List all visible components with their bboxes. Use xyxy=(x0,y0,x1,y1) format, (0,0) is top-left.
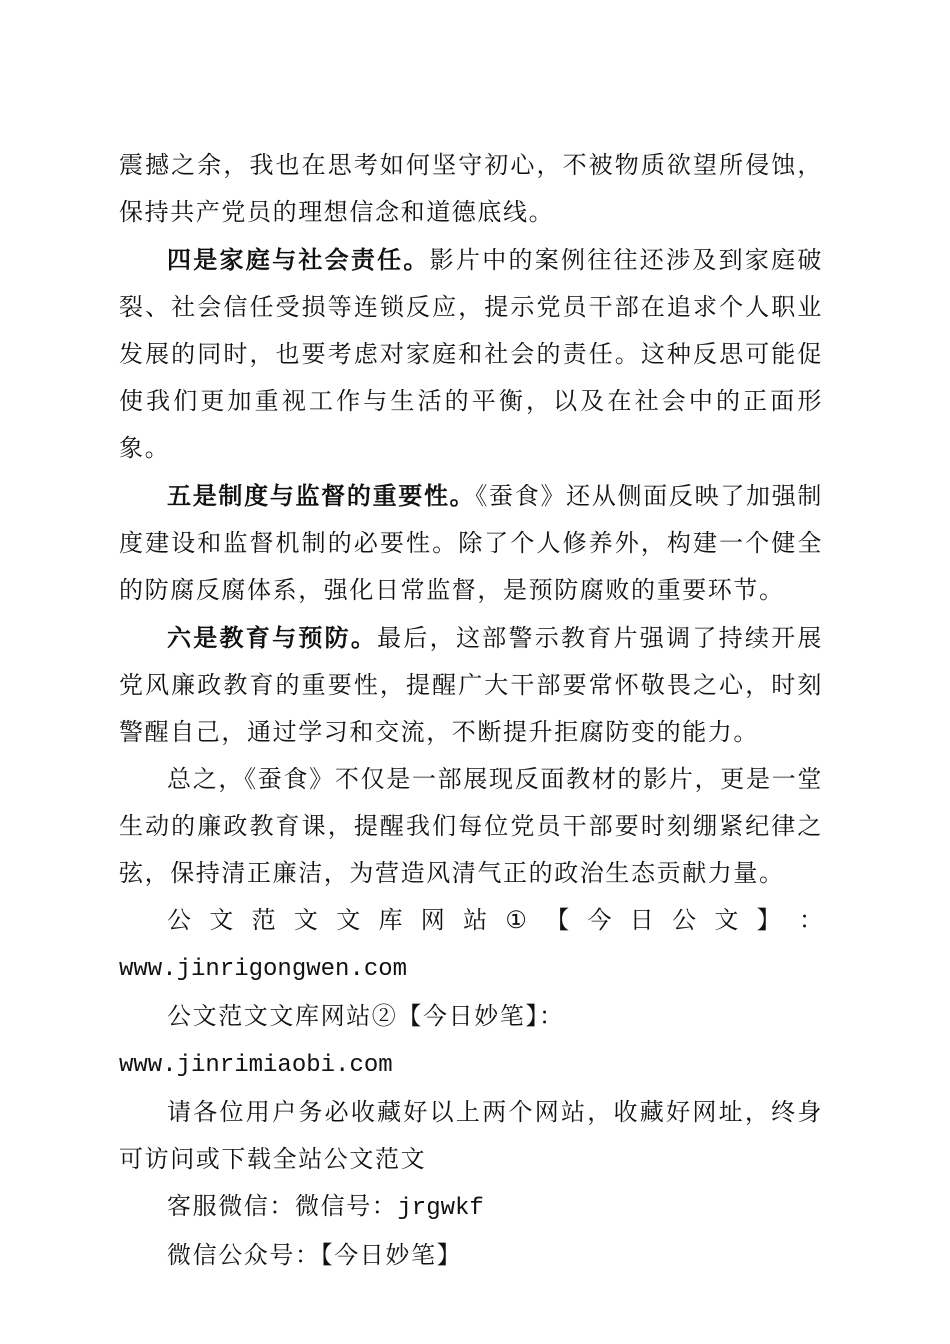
paragraph-continued xyxy=(119,142,823,236)
paragraph-text: 震撼之余，我也在思考如何坚守初心，不被物质欲望所侵蚀，保持共产党员的理想信念和道德底线。 xyxy=(119,151,823,226)
paragraph-heading: 六是教育与预防。 xyxy=(167,623,378,652)
paragraph-conclusion xyxy=(119,756,823,897)
site1-url[interactable]: www.jinrigongwen.com xyxy=(119,956,408,983)
paragraph-heading: 四是家庭与社会责任。 xyxy=(167,245,430,274)
wechat-id: jrgwkf xyxy=(397,1195,484,1222)
site2-line xyxy=(119,993,823,1089)
wechat-label: 客服微信：微信号： xyxy=(167,1192,398,1220)
official-account: 微信公众号：【今日妙笔】 xyxy=(167,1241,463,1269)
paragraph-text: 总之，《蚕食》不仅是一部展现反面教材的影片，更是一堂生动的廉政教育课，提醒我们每位党员干部要时刻绷紧纪律之弦，保持清正廉洁，为营造风清气正的政治生态贡献力量。 xyxy=(119,765,823,887)
paragraph-text: 最后，这部警示教育片强调了持续开展党风廉政教育的重要性，提醒广大干部要常怀敬畏之心，时刻警醒自己，通过学习和交流，不断提升拒腐防变的能力。 xyxy=(119,624,823,746)
paragraph-education-prevention xyxy=(119,614,823,756)
site2-label: 公文范文文库网站②【今日妙笔】： xyxy=(167,1002,565,1030)
notice-text: 请各位用户务必收藏好以上两个网站，收藏好网址，终身可访问或下载全站公文范文 xyxy=(119,1098,823,1173)
site1-url-line xyxy=(119,944,823,993)
paragraph-heading: 五是制度与监督的重要性。 xyxy=(167,481,476,510)
paragraph-text: 影片中的案例往往还涉及到家庭破裂、社会信任受损等连锁反应，提示党员干部在追求个人职业发展的同时，也要考虑对家庭和社会的责任。这种反思可能促使我们更加重视工作与生活的平衡，以及在社会中的正面形象。 xyxy=(119,246,824,462)
bookmark-notice xyxy=(119,1089,823,1183)
wechat-service-line xyxy=(119,1183,823,1232)
site2-url[interactable]: www.jinrimiaobi.com xyxy=(119,1052,393,1079)
paragraph-family-responsibility xyxy=(119,236,823,472)
paragraph-system-supervision xyxy=(119,472,823,614)
official-account-line xyxy=(119,1232,823,1279)
site1-label: 公 文 范 文 文 库 网 站 ① 【 今 日 公 文 】 ： xyxy=(167,906,823,934)
document-body xyxy=(119,142,823,1279)
paragraph-text: 《蚕食》还从侧面反映了加强制度建设和监督机制的必要性。除了个人修养外，构建一个健全的防腐反腐体系，强化日常监督，是预防腐败的重要环节。 xyxy=(119,482,824,604)
